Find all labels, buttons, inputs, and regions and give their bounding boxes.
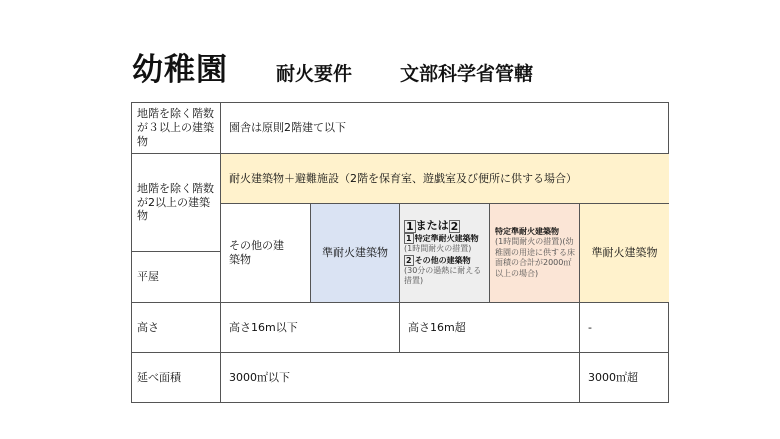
row-value-2floors: 耐火建築物＋避難施設（2階を保育室、遊戯室及び便所に供する場合） bbox=[221, 154, 669, 204]
height-none: - bbox=[580, 303, 669, 353]
subtitle-fire-requirements: 耐火要件 bbox=[276, 63, 353, 85]
col-option-1-or-2 bbox=[400, 204, 490, 303]
row-label-height: 高さ bbox=[132, 303, 221, 353]
col-semi-fireproof: 準耐火建築物 bbox=[311, 204, 400, 303]
col-special-semi-fireproof bbox=[490, 204, 580, 303]
area-low: 3000㎡以下 bbox=[221, 353, 580, 402]
row-label-floor-area: 延べ面積 bbox=[132, 353, 221, 402]
row-label-3floors: 地階を除く階数が３以上の建築物 bbox=[132, 103, 221, 154]
page-title: 幼稚園 bbox=[132, 52, 228, 88]
option-1-note: (1時間耐火の措置) bbox=[404, 244, 472, 254]
col-semi-fireproof-large: 準耐火建築物 bbox=[580, 204, 669, 303]
requirements-table bbox=[131, 102, 669, 403]
height-low: 高さ16m以下 bbox=[221, 303, 400, 353]
option-2-title: 2 その他の建築物 bbox=[406, 255, 471, 265]
special-title: 特定準耐火建築物 bbox=[495, 227, 559, 237]
row-label-single-story: 平屋 bbox=[132, 252, 221, 303]
area-high: 3000㎡超 bbox=[588, 370, 638, 384]
subtitle-ministry: 文部科学省管轄 bbox=[400, 63, 534, 85]
height-high: 高さ16m超 bbox=[400, 303, 580, 353]
option-2-note: (30分の過熱に耐える措置) bbox=[404, 266, 482, 286]
option-1-title: 1 特定準耐火建築物 bbox=[406, 233, 479, 243]
option-heading: 1 または 2 bbox=[406, 219, 459, 233]
row-value-3floors: 園舎は原則2階建て以下 bbox=[221, 103, 669, 154]
row-label-2floors: 地階を除く階数が2以上の建築物 bbox=[132, 154, 221, 252]
col-other-building: その他の建築物 bbox=[221, 204, 311, 303]
special-note: (1時間耐火の措置)(幼稚園の用途に供する床面積の合計が2000㎡以上の場合) bbox=[495, 237, 575, 278]
